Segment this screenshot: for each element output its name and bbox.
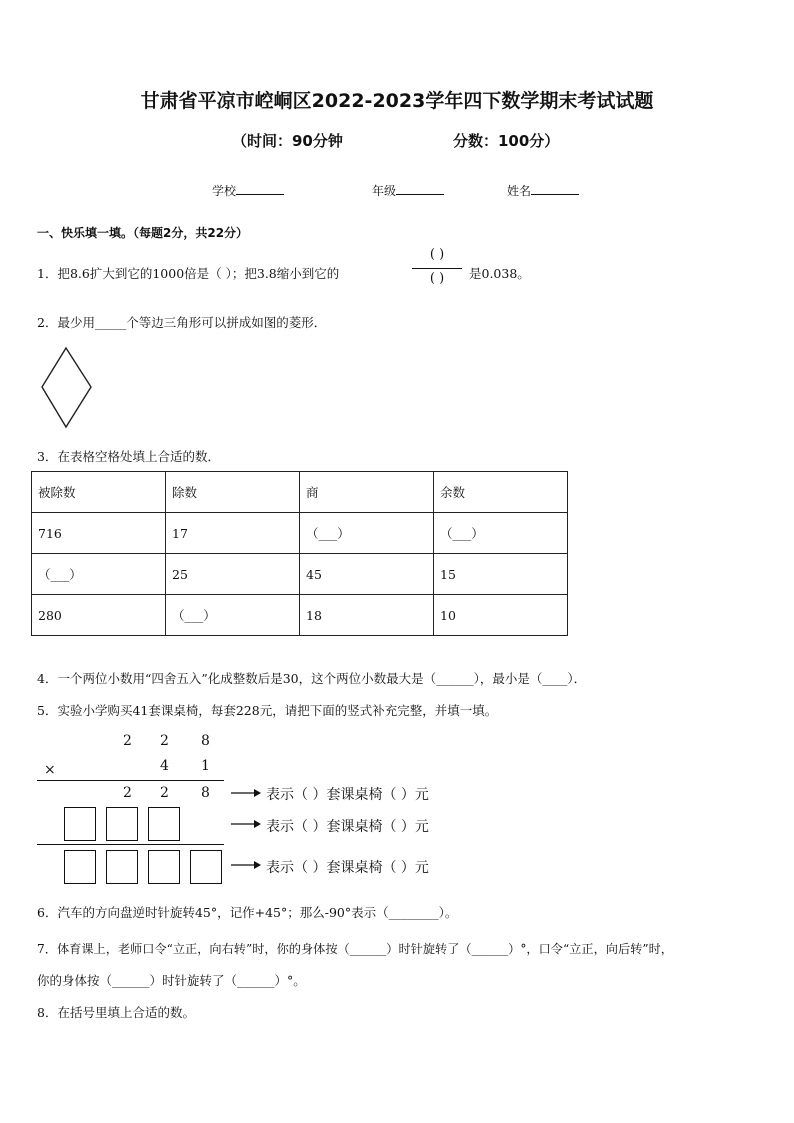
answer-box[interactable] bbox=[190, 850, 222, 884]
answer-box[interactable] bbox=[106, 807, 138, 841]
table-cell: 45 bbox=[300, 554, 434, 595]
table-cell: 18 bbox=[300, 595, 434, 636]
calc-digit: 2 bbox=[160, 785, 169, 801]
calc-digit: 2 bbox=[160, 733, 169, 749]
time-label: （时间：90分钟 bbox=[232, 132, 343, 150]
question-6: 6．汽车的方向盘逆时针旋转45°，记作+45°；那么-90°表示（________）。 bbox=[37, 905, 458, 920]
calc-digit: 2 bbox=[123, 733, 132, 749]
table-cell-blank[interactable]: （___） bbox=[434, 513, 568, 554]
calc-digit: 4 bbox=[160, 758, 169, 774]
question-1-right: 是0.038。 bbox=[469, 266, 530, 281]
fraction-numerator[interactable]: ( ) bbox=[429, 247, 445, 262]
fraction-denominator[interactable]: ( ) bbox=[429, 271, 445, 286]
table-header-row bbox=[32, 472, 568, 513]
section-heading: 一、快乐填一填。（每题2分，共22分） bbox=[37, 226, 249, 240]
question-1-fraction bbox=[410, 247, 464, 291]
table-header: 商 bbox=[300, 472, 434, 513]
calc-explanation: 表示（ ）套课桌椅（ ）元 bbox=[266, 819, 429, 835]
name-label: 姓名 bbox=[507, 184, 532, 198]
right-arrow-icon bbox=[230, 818, 262, 830]
calc-digit: 2 bbox=[123, 785, 132, 801]
table-cell-blank[interactable]: （___） bbox=[32, 554, 166, 595]
answer-box[interactable] bbox=[106, 850, 138, 884]
right-arrow-icon bbox=[230, 859, 262, 871]
table-cell: 15 bbox=[434, 554, 568, 595]
question-7-line-2: 你的身体按（______）时针旋转了（______）°。 bbox=[37, 973, 306, 988]
name-field[interactable] bbox=[507, 182, 579, 199]
page-title: 甘肃省平凉市崆峒区2022-2023学年四下数学期末考试试题 bbox=[140, 90, 654, 112]
table-row bbox=[32, 513, 568, 554]
school-field[interactable] bbox=[212, 182, 284, 199]
right-arrow-icon bbox=[230, 787, 262, 799]
question-1-left: 1．把8.6扩大到它的1000倍是（ ）；把3.8缩小到它的 bbox=[37, 266, 340, 281]
answer-box[interactable] bbox=[64, 850, 96, 884]
calc-digit: 1 bbox=[201, 758, 210, 774]
table-header: 被除数 bbox=[32, 472, 166, 513]
times-sign: × bbox=[44, 762, 56, 778]
rhombus-figure bbox=[40, 346, 94, 430]
grade-field[interactable] bbox=[372, 182, 444, 199]
grade-label: 年级 bbox=[372, 184, 397, 198]
table-cell: 280 bbox=[32, 595, 166, 636]
table-cell: 17 bbox=[166, 513, 300, 554]
calc-rule bbox=[37, 844, 224, 845]
table-header: 余数 bbox=[434, 472, 568, 513]
question-4: 4．一个两位小数用“四舍五入”化成整数后是30，这个两位小数最大是（______），最小是（____）． bbox=[37, 671, 587, 686]
table-cell-blank[interactable]: （___） bbox=[300, 513, 434, 554]
table-header: 除数 bbox=[166, 472, 300, 513]
score-label: 分数：100分） bbox=[453, 132, 560, 150]
calc-explanation: 表示（ ）套课桌椅（ ）元 bbox=[266, 787, 429, 803]
question-7-line-1: 7．体育课上，老师口令“立正，向右转”时，你的身体按（______）时针旋转了（______）°，口令“立正，向后转”时， bbox=[37, 942, 673, 956]
table-row bbox=[32, 595, 568, 636]
table-cell: 10 bbox=[434, 595, 568, 636]
answer-box[interactable] bbox=[148, 807, 180, 841]
answer-box[interactable] bbox=[148, 850, 180, 884]
table-cell: 716 bbox=[32, 513, 166, 554]
table-cell-blank[interactable]: （___） bbox=[166, 595, 300, 636]
division-table bbox=[31, 471, 568, 636]
question-8: 8．在括号里填上合适的数。 bbox=[37, 1005, 195, 1020]
table-row bbox=[32, 554, 568, 595]
calc-explanation: 表示（ ）套课桌椅（ ）元 bbox=[266, 860, 429, 876]
calc-rule bbox=[37, 780, 224, 781]
question-2: 2．最少用_____个等边三角形可以拼成如图的菱形． bbox=[37, 315, 327, 330]
school-label: 学校 bbox=[212, 184, 237, 198]
table-cell: 25 bbox=[166, 554, 300, 595]
question-5: 5．实验小学购买41套课桌椅，每套228元，请把下面的竖式补充完整，并填一填。 bbox=[37, 703, 498, 718]
calc-digit: 8 bbox=[201, 733, 210, 749]
answer-box[interactable] bbox=[64, 807, 96, 841]
calc-digit: 8 bbox=[201, 785, 210, 801]
question-3: 3．在表格空格处填上合适的数． bbox=[37, 449, 220, 464]
